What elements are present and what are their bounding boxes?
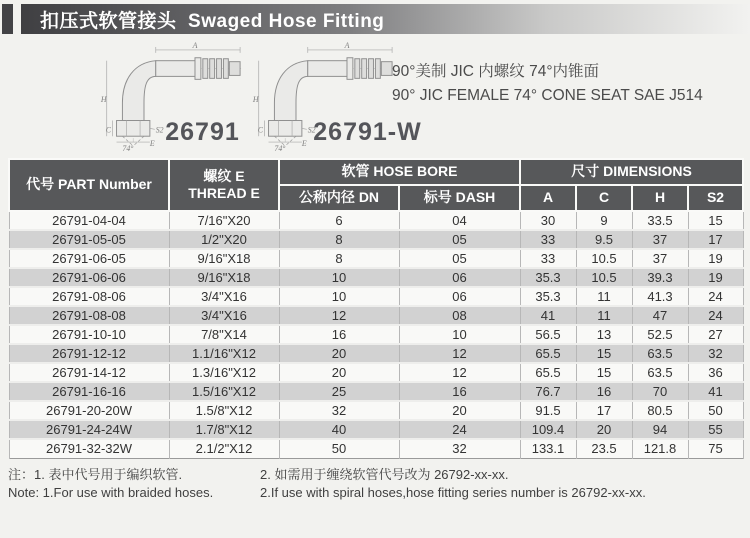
table-row [9,287,743,306]
table-cell: 65.5 [520,344,576,363]
col-header-h: H [632,185,688,211]
table-cell: 37 [632,249,688,268]
table-cell: 26791-12-12 [9,344,169,363]
product-description [392,60,703,108]
table-cell: 26791-06-05 [9,249,169,268]
table-cell: 133.1 [520,439,576,458]
table-cell: 3/4"X16 [169,306,279,325]
table-row [9,382,743,401]
table-cell: 13 [576,325,632,344]
table-body [9,211,743,458]
accent-bar [2,4,13,34]
table-cell: 32 [399,439,520,458]
col-header-dimensions: 尺寸 DIMENSIONS [520,159,743,185]
model-number-26791-w: 26791-W [313,118,422,146]
dim-label-a: A [192,40,198,50]
table-cell: 63.5 [632,344,688,363]
table-cell: 26791-16-16 [9,382,169,401]
table-cell: 11 [576,287,632,306]
table-cell: 15 [576,344,632,363]
table-cell: 24 [688,306,743,325]
table-cell: 26791-20-20W [9,401,169,420]
footnotes [8,466,750,502]
table-cell: 47 [632,306,688,325]
table-cell: 08 [399,306,520,325]
table-cell: 76.7 [520,382,576,401]
table-cell: 55 [688,420,743,439]
table-cell: 3/4"X16 [169,287,279,306]
table-cell: 20 [576,420,632,439]
col-header-s2: S2 [688,185,743,211]
table-cell: 75 [688,439,743,458]
table-row [9,420,743,439]
table-cell: 23.5 [576,439,632,458]
table-cell: 12 [399,344,520,363]
table-cell: 12 [279,306,399,325]
table-cell: 36 [688,363,743,382]
table-cell: 8 [279,230,399,249]
table-cell: 10.5 [576,249,632,268]
col-header-thread-zh: 螺纹 E [203,167,245,184]
table-cell: 32 [688,344,743,363]
col-header-thread-en: THREAD E [188,185,260,201]
table-cell: 9/16"X18 [169,249,279,268]
table-cell: 41.3 [632,287,688,306]
col-header-dash: 标号 DASH [399,185,520,211]
table-cell: 26791-14-12 [9,363,169,382]
table-cell: 1.1/16"X12 [169,344,279,363]
footnote-en-1: Note: 1.For use with braided hoses. [8,484,214,500]
table-cell: 12 [399,363,520,382]
table-cell: 30 [520,211,576,230]
col-header-part-number: 代号 PART Number [9,159,169,211]
table-cell: 26791-05-05 [9,230,169,249]
table-cell: 80.5 [632,401,688,420]
table-cell: 10.5 [576,268,632,287]
table-cell: 17 [576,401,632,420]
title-bar [21,4,750,34]
col-header-a: A [520,185,576,211]
table-cell: 32 [279,401,399,420]
table-cell: 7/16"X20 [169,211,279,230]
table-cell: 20 [279,344,399,363]
footnote-line-en [8,484,750,502]
table-cell: 65.5 [520,363,576,382]
table-cell: 1.5/8"X12 [169,401,279,420]
dim-label-e: E [301,139,307,149]
table-cell: 35.3 [520,287,576,306]
table-cell: 10 [279,287,399,306]
dim-label-s2: S2 [155,125,164,135]
table-row [9,211,743,230]
table-cell: 63.5 [632,363,688,382]
table-cell: 56.5 [520,325,576,344]
table-cell: 15 [688,211,743,230]
table-cell: 39.3 [632,268,688,287]
table-cell: 9/16"X18 [169,268,279,287]
col-header-c: C [576,185,632,211]
table-cell: 9 [576,211,632,230]
table-cell: 70 [632,382,688,401]
table-cell: 1/2"X20 [169,230,279,249]
table-cell: 7/8"X14 [169,325,279,344]
page-header [0,4,750,34]
dim-label-74: 74° [274,143,286,152]
product-description-zh: 90°美制 JIC 内螺纹 74°内锥面 [392,63,600,80]
table-cell: 15 [576,363,632,382]
table-cell: 17 [688,230,743,249]
table-cell: 91.5 [520,401,576,420]
footnote-en-2: 2.If use with spiral hoses,hose fitting series number is 26792-xx-xx. [260,484,646,500]
table-cell: 26791-08-08 [9,306,169,325]
col-header-hose-bore: 软管 HOSE BORE [279,159,520,185]
table-cell: 50 [279,439,399,458]
table-cell: 1.7/8"X12 [169,420,279,439]
dim-label-s2: S2 [307,125,316,135]
table-cell: 05 [399,249,520,268]
table-cell: 9.5 [576,230,632,249]
table-cell: 37 [632,230,688,249]
table-cell: 1.5/16"X12 [169,382,279,401]
footnote-line-zh [8,466,750,484]
table-cell: 41 [688,382,743,401]
table-cell: 33 [520,249,576,268]
table-cell: 16 [399,382,520,401]
table-cell: 20 [279,363,399,382]
col-header-dn: 公称内径 DN [279,185,399,211]
table-cell: 33 [520,230,576,249]
fitting-spec-table [8,158,744,459]
table-row [9,401,743,420]
table-row [9,325,743,344]
table-cell: 26791-10-10 [9,325,169,344]
table-cell: 33.5 [632,211,688,230]
dim-label-h: H [100,94,107,104]
table-cell: 121.8 [632,439,688,458]
dim-label-e: E [149,139,155,149]
table-cell: 05 [399,230,520,249]
table-cell: 26791-32-32W [9,439,169,458]
table-cell: 20 [399,401,520,420]
table-row [9,363,743,382]
table-cell: 26791-06-06 [9,268,169,287]
dim-label-c: C [257,125,263,135]
table-cell: 11 [576,306,632,325]
table-cell: 26791-04-04 [9,211,169,230]
table-cell: 24 [399,420,520,439]
table-cell: 25 [279,382,399,401]
table-cell: 109.4 [520,420,576,439]
dim-label-74: 74° [122,143,134,152]
table-cell: 6 [279,211,399,230]
table-row [9,439,743,458]
table-cell: 1.3/16"X12 [169,363,279,382]
table-cell: 10 [399,325,520,344]
product-description-en: 90° JIC FEMALE 74° CONE SEAT SAE J514 [392,87,703,104]
table-cell: 16 [576,382,632,401]
table-header [9,159,743,211]
model-number-26791: 26791 [165,118,240,146]
table-cell: 06 [399,287,520,306]
table-cell: 50 [688,401,743,420]
table-row [9,306,743,325]
table-row [9,249,743,268]
table-cell: 10 [279,268,399,287]
footnote-zh-1: 注：1. 表中代号用于编织软管. [8,466,183,482]
table-cell: 8 [279,249,399,268]
table-cell: 16 [279,325,399,344]
table-cell: 06 [399,268,520,287]
dim-label-h: H [252,94,259,104]
table-cell: 19 [688,249,743,268]
table-cell: 19 [688,268,743,287]
table-row [9,230,743,249]
table-cell: 94 [632,420,688,439]
diagram-section [0,34,750,158]
table-cell: 26791-08-06 [9,287,169,306]
table-cell: 2.1/2"X12 [169,439,279,458]
footnote-zh-2: 2. 如需用于缠绕软管代号改为 26792-xx-xx. [260,466,509,482]
table-cell: 27 [688,325,743,344]
table-cell: 26791-24-24W [9,420,169,439]
table-cell: 40 [279,420,399,439]
table-cell: 04 [399,211,520,230]
table-cell: 24 [688,287,743,306]
dim-label-a: A [344,40,350,50]
table-cell: 41 [520,306,576,325]
page-title: 扣压式软管接头 Swaged Hose Fitting [40,10,385,32]
col-header-thread [169,159,279,211]
dim-label-c: C [105,125,111,135]
table-cell: 52.5 [632,325,688,344]
table-row [9,268,743,287]
table-cell: 35.3 [520,268,576,287]
table-row [9,344,743,363]
